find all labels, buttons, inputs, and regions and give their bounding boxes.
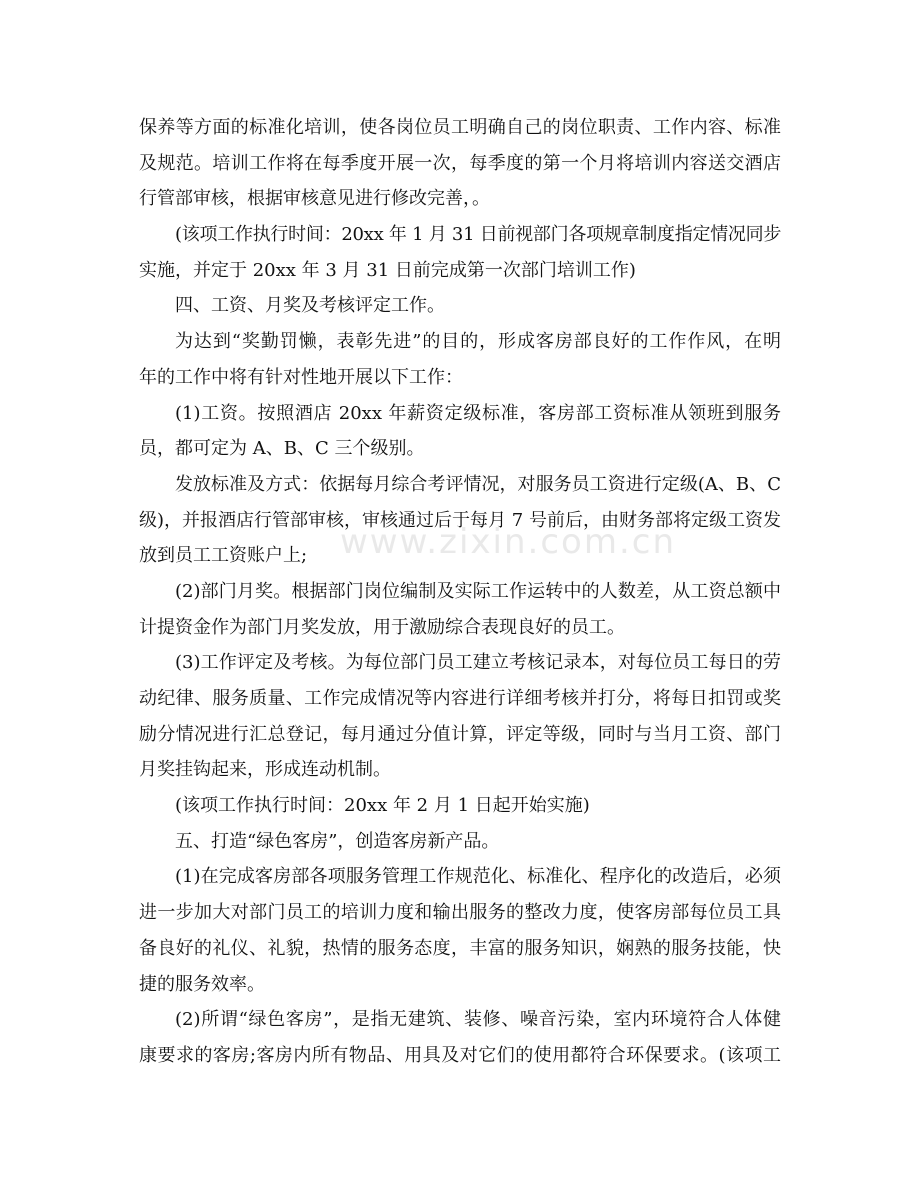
text-line: (该项工作执行时间：20xx 年 2 月 1 日起开始实施) xyxy=(175,795,590,817)
text-line: 捷的服务效率。 xyxy=(139,973,265,995)
text-line: 实施，并定于 20xx 年 3 月 31 日前完成第一次部门培训工作) xyxy=(139,259,636,281)
text-line: (2)部门月奖。根据部门岗位编制及实际工作运转中的人数差，从工资总额中 xyxy=(175,580,781,602)
text-line: 康要求的客房;客房内所有物品、用具及对它们的使用都符合环保要求。(该项工 xyxy=(139,1044,781,1066)
text-line: 为达到“奖勤罚懒，表彰先进”的目的，形成客房部良好的工作作风，在明 xyxy=(175,331,781,353)
text-line: 发放标准及方式：依据每月综合考评情况，对服务员工资进行定级(A、B、C xyxy=(175,473,781,495)
text-line: (3)工作评定及考核。为每位部门员工建立考核记录本，对每位员工每日的劳 xyxy=(175,652,781,674)
text-line: 月奖挂钩起来，形成连动机制。 xyxy=(139,759,391,781)
text-line: 行管部审核，根据审核意见进行修改完善，。 xyxy=(139,188,490,210)
text-line: 年的工作中将有针对性地开展以下工作： xyxy=(139,366,463,388)
text-line: 进一步加大对部门员工的培训力度和输出服务的整改力度，使客房部每位员工具 xyxy=(139,902,781,924)
section-heading: 五、打造“绿色客房”，创造客房新产品。 xyxy=(175,830,500,852)
text-line: 级)，并报酒店行管部审核，审核通过后于每月 7 号前后，由财务部将定级工资发 xyxy=(139,509,781,531)
text-line: 计提资金作为部门月奖发放，用于激励综合表现良好的员工。 xyxy=(139,616,625,638)
watermark: www.zixin.com.cn xyxy=(340,522,676,562)
text-line: (该项工作执行时间：20xx 年 1 月 31 日前视部门各项规章制度指定情况同步 xyxy=(175,224,782,246)
text-line: 及规范。培训工作将在每季度开展一次，每季度的第一个月将培训内容送交酒店 xyxy=(139,152,781,174)
text-line: 动纪律、服务质量、工作完成情况等内容进行详细考核并打分，将每日扣罚或奖 xyxy=(139,688,781,709)
text-line: 放到员工工资账户上; xyxy=(139,545,308,567)
body-text xyxy=(139,110,781,1074)
section-heading: 四、工资、月奖及考核评定工作。 xyxy=(175,295,445,317)
text-line: 员，都可定为 A、B、C 三个级别。 xyxy=(139,438,425,460)
text-line: (1)工资。按照酒店 20xx 年薪资定级标准，客房部工资标准从领班到服务 xyxy=(175,402,781,424)
text-line: (2)所谓“绿色客房”，是指无建筑、装修、噪音污染，室内环境符合人体健 xyxy=(175,1009,781,1031)
text-line: (1)在完成客房部各项服务管理工作规范化、标准化、程序化的改造后，必须 xyxy=(175,866,781,888)
text-line: 备良好的礼仪、礼貌，热情的服务态度，丰富的服务知识，娴熟的服务技能，快 xyxy=(139,937,781,959)
text-line: 励分情况进行汇总登记，每月通过分值计算，评定等级，同时与当月工资、部门 xyxy=(139,723,781,745)
text-line: 保养等方面的标准化培训，使各岗位员工明确自己的岗位职责、工作内容、标准 xyxy=(139,117,781,138)
